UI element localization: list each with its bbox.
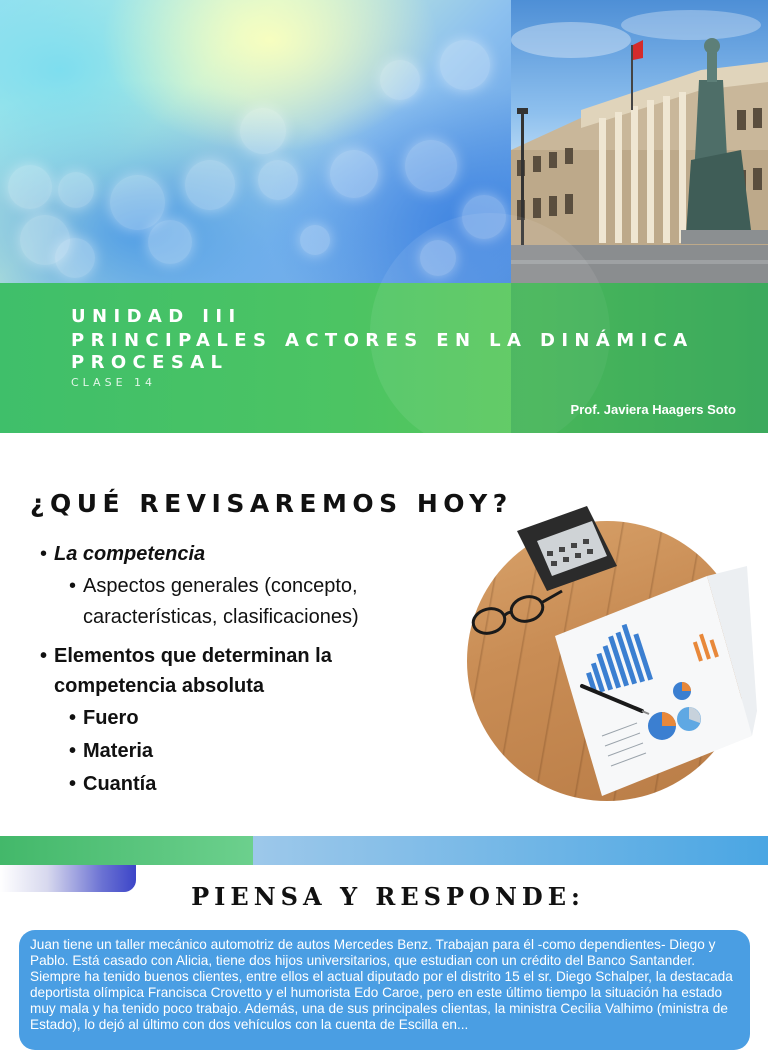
unit-title: UNIDAD III <box>71 306 242 327</box>
list-item-continuation: características, clasificaciones) <box>83 606 359 628</box>
title-band <box>0 283 768 433</box>
list-item-continuation: competencia absoluta <box>54 675 265 697</box>
desk-charts-image <box>467 521 747 801</box>
slide-exercise <box>0 836 768 1032</box>
case-text: Juan tiene un taller mecánico automotriz de autos Mercedes Benz. Trabajan para él -como dependientes- Diego y Pablo. Está casado con Alicia, tiene dos hijos universitarios, que estudian con un crédito del Banco Santander. Siempre ha tenido buenos clientes, entre ellos el actual diputado por el distrito 15 el sr. Diego Schalper, la destacada deportista olímpica Francisca Crovetto y el humorista Edo Caroe, pero en este último tiempo la situación ha estado muy mala y ha tenido poco trabajo. Además, una de sus principales clientas, la ministra Cecilia Valhimo (ministra de Estado), lo dejó al último con dos vehículos con la cuenta de Escilla en... <box>30 937 733 1032</box>
list-item: • Fuero <box>69 707 139 729</box>
list-item: • Aspectos generales (concepto, <box>69 575 358 597</box>
header-stripe-blue <box>253 836 768 865</box>
slide-agenda <box>0 433 768 836</box>
list-item: • La competencia <box>40 543 206 565</box>
slide-title <box>0 0 768 433</box>
exercise-title: PIENSA Y RESPONDE: <box>191 882 585 911</box>
case-textbox <box>19 930 750 1050</box>
header-stripe-green <box>0 836 253 865</box>
list-item: • Materia <box>69 740 154 762</box>
agenda-title: ¿QUÉ REVISAREMOS HOY? <box>30 489 513 518</box>
list-item: • Elementos que determinan la <box>40 645 332 667</box>
class-number: CLASE 14 <box>71 376 157 389</box>
unit-subtitle-line2: PROCESAL <box>71 352 229 373</box>
professor-name: Prof. Javiera Haagers Soto <box>570 402 736 417</box>
list-item: • Cuantía <box>69 773 157 795</box>
unit-subtitle-line1: PRINCIPALES ACTORES EN LA DINÁMICA <box>71 330 694 351</box>
